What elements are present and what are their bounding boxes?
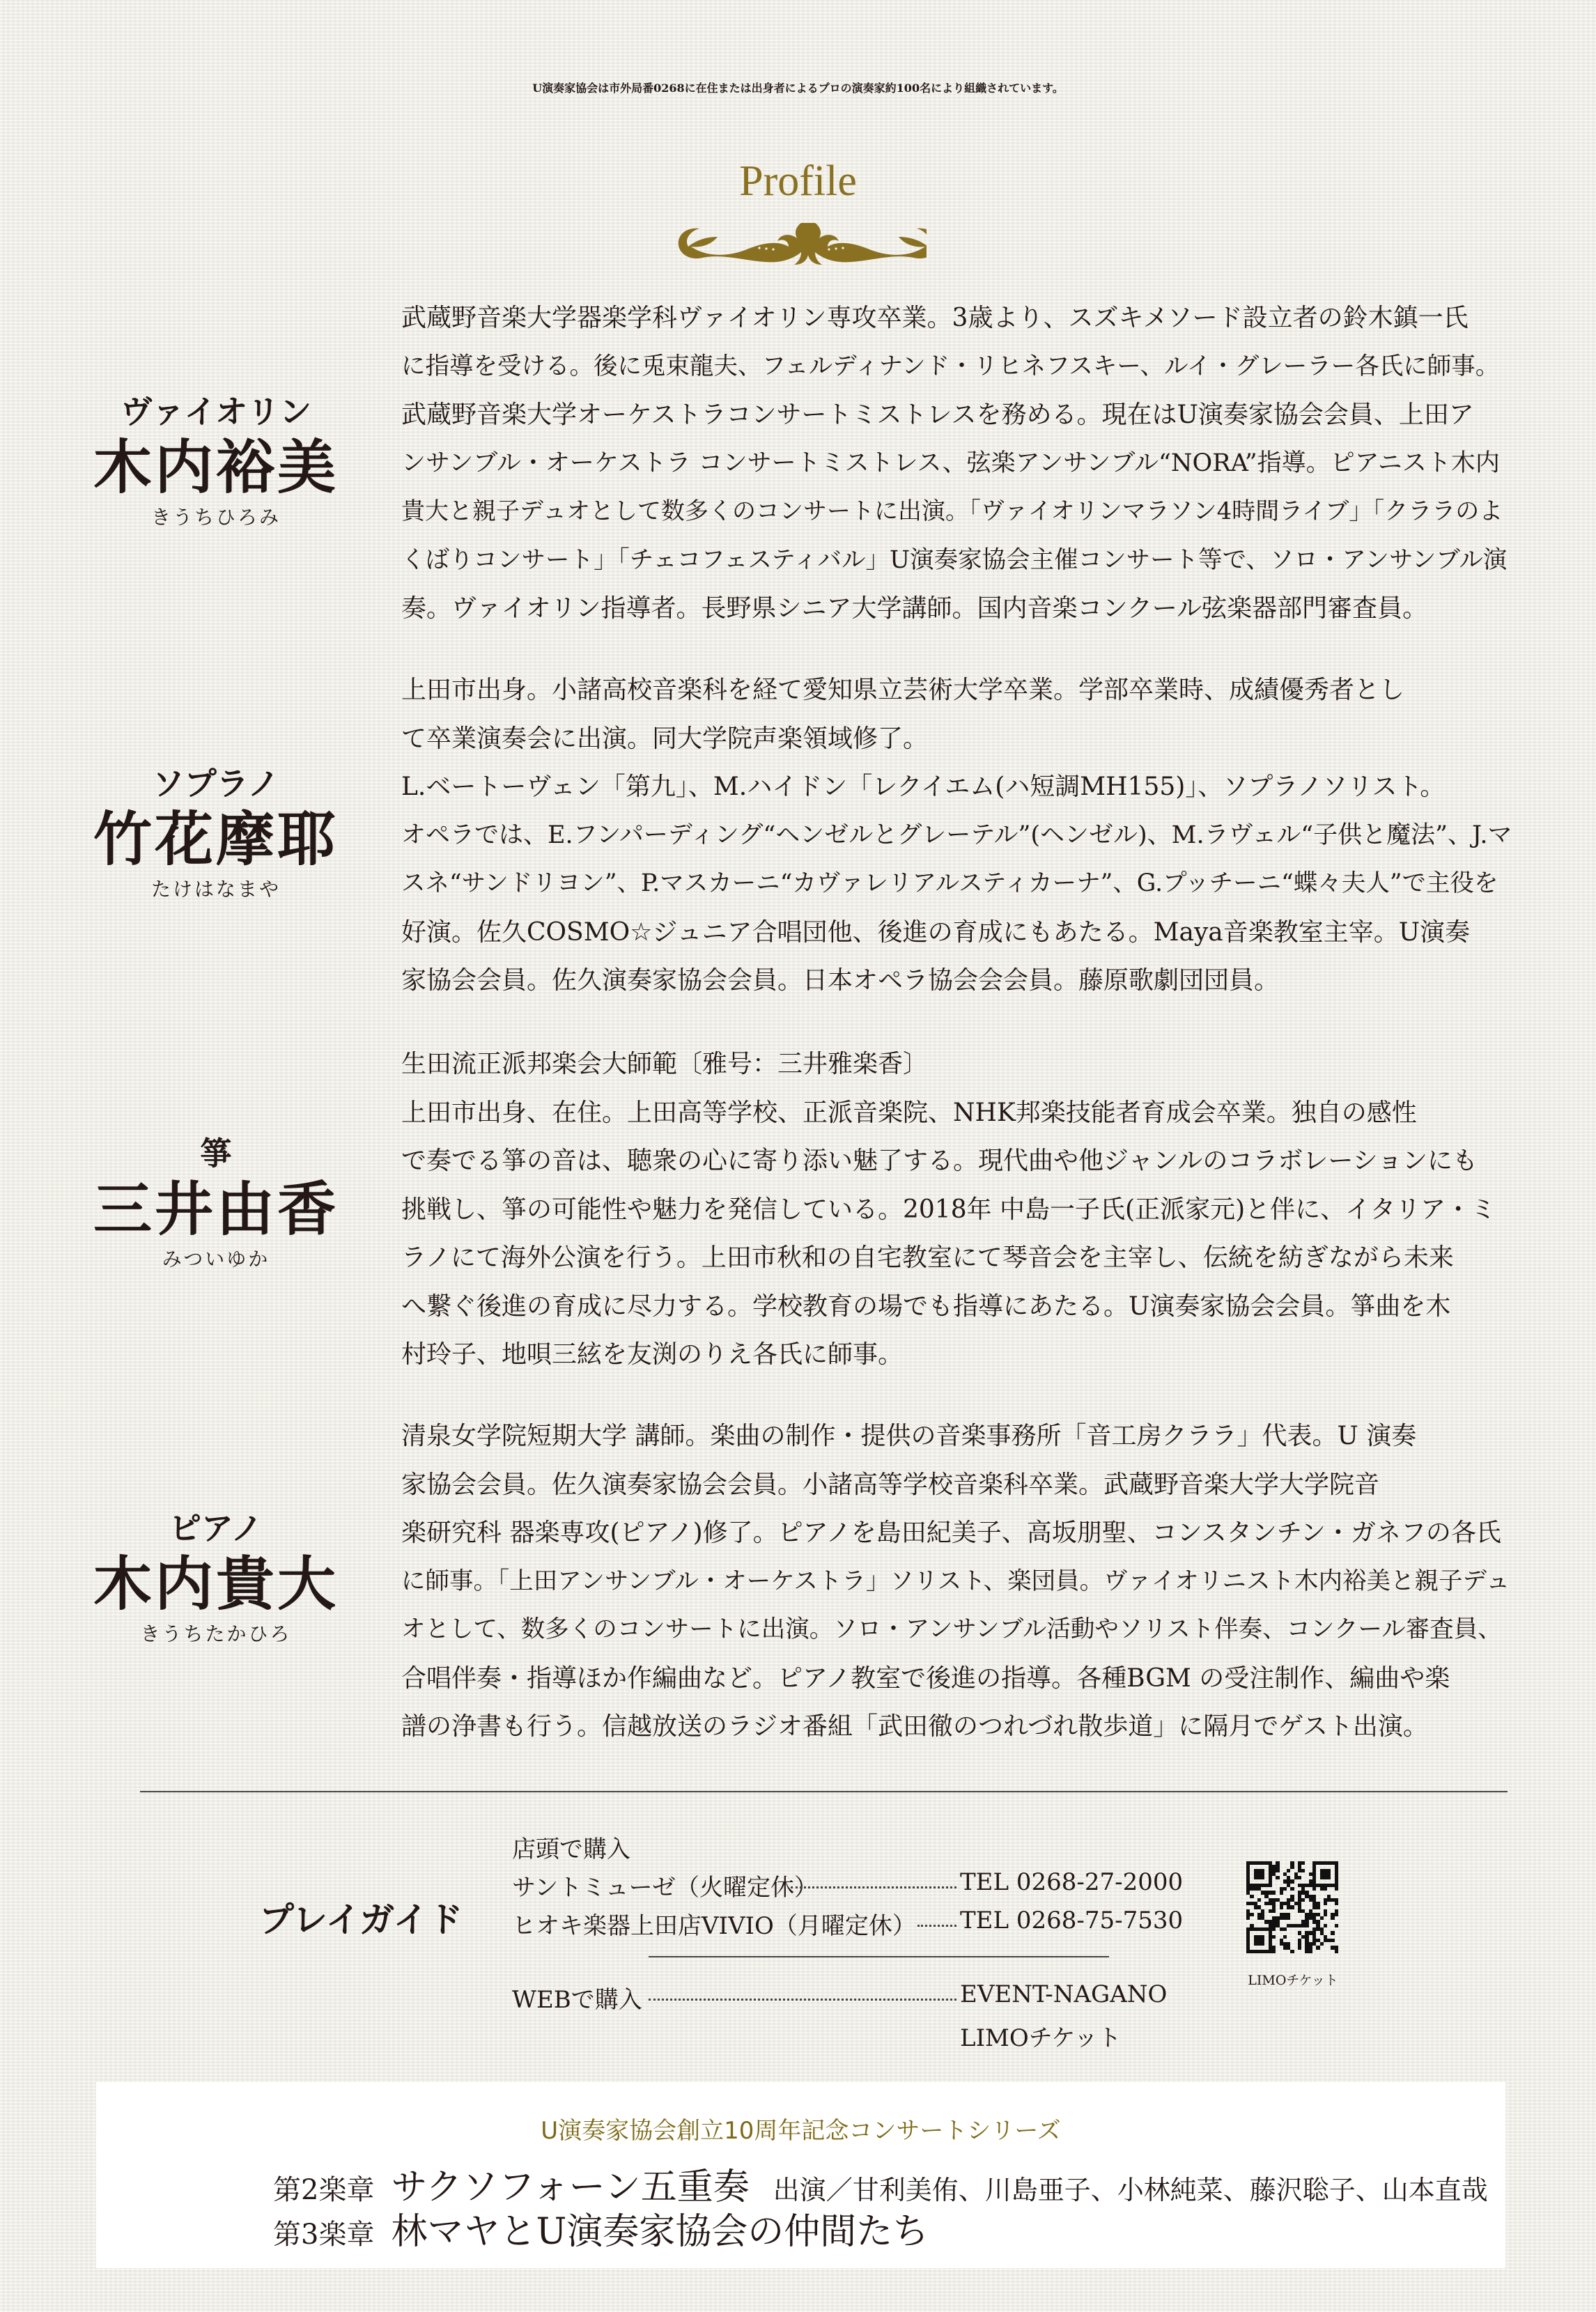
performer-biography [401,1040,1512,1379]
leader-dots [791,1886,956,1888]
biography-line: に師事。「上田アンサンブル・オーケストラ」ソリスト、楽団員。ヴァイオリニスト木内裕美と親子デュ [401,1567,1510,1595]
performer-name-block [77,387,355,530]
store-name: サントミューゼ（火曜定休） [512,1874,818,1902]
qr-code[interactable] [1246,1861,1338,1953]
biography-line: 奏。ヴァイオリン指導者。長野県シニア大学講師。国内音楽コンクール弦楽器部門審査員。 [401,594,1428,623]
biography-line: 合唱伴奏・指導ほか作編曲など。ピアノ教室で後進の指導。各種BGM の受注制作、編曲や楽 [401,1663,1450,1693]
web-site: LIMOチケット [960,2024,1122,2052]
biography-line: へ繋ぐ後進の育成に尽力する。学校教育の場でも指導にあたる。U演奏家協会会員。箏曲を木 [401,1291,1451,1321]
biography-line: に指導を受ける。後に兎束龍夫、フェルディナンド・リヒネフスキー、ルイ・グレーラー各氏に師事。 [401,352,1500,380]
biography-line: 家協会会員。佐久演奏家協会会員。日本オペラ協会会会員。藤原歌劇団団員。 [401,966,1280,995]
performer-role: ヴァイオリン [120,393,312,430]
biography-line: 楽研究科 器楽専攻(ピアノ)修了。ピアノを島田紀美子、高坂朋聖、コンスタンチン・ガネフの各氏 [401,1519,1501,1547]
leader-dots [917,1925,956,1927]
biography-line: くばりコンサート」「チェコフェスティバル」U演奏家協会主催コンサート等で、ソロ・アンサンブル演 [401,545,1508,574]
movement-title: サクソフォーン五重奏 [391,2166,750,2208]
performer-name: 竹花摩耶 [93,805,339,874]
movement-title: 林マヤとU演奏家協会の仲間たち [391,2211,929,2253]
series-title: U演奏家協会創立10周年記念コンサートシリーズ [541,2117,1061,2145]
biography-line: オとして、数多くのコンサートに出演。ソロ・アンサンブル活動やソリスト伴奏、コンクール審査員、 [401,1615,1502,1643]
biography-line: 村玲子、地唄三絃を友渕のりえ各氏に師事。 [401,1340,904,1369]
store-tel: TEL 0268-27-2000 [960,1868,1184,1896]
store-row [512,1868,1250,1902]
biography-line: て卒業演奏会に出演。同大学院声楽領域修了。 [401,724,929,753]
biography-line: スネ“サンドリヨン”、P.マスカーニ“カヴァレリアルスティカーナ”、G.プッチーニ“蝶々夫人”で主役を [401,869,1498,897]
performer-name-block [77,1128,355,1272]
store-tel: TEL 0268-75-7530 [960,1907,1184,1934]
biography-line: 武蔵野音楽大学オーケストラコンサートミストレスを務める。現在はU演奏家協会会員、上田ア [401,401,1474,429]
biography-line: 上田市出身。小諸高校音楽科を経て愛知県立芸術大学卒業。学部卒業時、成績優秀者とし [401,676,1405,704]
biography-line: L.ベートーヴェン「第九」、M.ハイドン「レクイエム(ハ短調MH155)」、ソプラノソリスト。 [401,773,1446,801]
biography-line: 家協会会員。佐久演奏家協会会員。小諸高等学校音楽科卒業。武蔵野音楽大学大学院音 [401,1470,1380,1499]
performer-biography [401,1412,1512,1751]
biography-line: 武蔵野音楽大学器楽学科ヴァイオリン専攻卒業。3歳より、スズキメソード設立者の鈴木鎮一氏 [401,304,1469,332]
biography-line: 上田市出身、在住。上田高等学校、正派音楽院、NHK邦楽技能者育成会卒業。独自の感性 [401,1098,1417,1127]
movement-performers: 出演／甘利美侑、川島亜子、小林純菜、藤沢聡子、山本直哉 [773,2175,1488,2205]
biography-line: 好演。佐久COSMO☆ジュニア合唱団他、後進の育成にもあたる。Maya音楽教室主宰。U演奏 [401,917,1471,947]
biography-line: 貴大と親子デュオとして数多くのコンサートに出演。「ヴァイオリンマラソン4時間ライブ」「クララのよ [401,497,1503,525]
headline: U演奏家協会は市外局番0268に在住または出身者によるプロの演奏家約100名により組織されています。 [532,82,1064,95]
qr-module [1335,1950,1338,1953]
biography-line: オペラでは、E.フンパーディング“ヘンゼルとグレーテル”(ヘンゼル)、M.ラヴェル“子供と魔法”、J.マ [401,821,1512,849]
biography-line: で奏でる箏の音は、聴衆の心に寄り添い魅了する。現代曲や他ジャンルのコラボレーションにも [401,1147,1478,1175]
performer-biography [401,666,1512,1005]
profile-title: Profile [739,157,857,205]
ornament-flourish-icon [676,217,927,266]
biography-line: 清泉女学院短期大学 講師。楽曲の制作・提供の音楽事務所「音工房クララ」代表。U 演奏 [401,1422,1417,1450]
performer-reading: きうちひろみ [150,506,281,529]
web-site: EVENT-NAGANO [960,1980,1168,2008]
store-row [512,1907,1250,1940]
movement-number: 第3楽章 [273,2219,375,2251]
performer-role: ソプラノ [152,765,280,802]
biography-line: 生田流正派邦楽会大師範〔雅号：三井雅楽香〕 [401,1050,929,1078]
performer-biography [401,294,1512,633]
leader-dots [649,1999,956,2001]
performer-reading: みついゆか [162,1248,270,1271]
store-name: ヒオキ楽器上田店VIVIO（月曜定休） [512,1912,916,1940]
web-purchase-label: WEBで購入 [512,1986,642,2014]
performer-role: 箏 [200,1135,232,1172]
section-divider [140,1791,1508,1792]
movement-number: 第2楽章 [273,2174,375,2206]
performer-name: 三井由香 [93,1174,339,1243]
performer-name: 木内裕美 [93,433,339,502]
biography-line: ラノにて海外公演を行う。上田市秋和の自宅教室にて琴音会を主宰し、伝統を紡ぎながら未来 [401,1243,1454,1272]
play-guide-label: プレイガイド [259,1899,463,1940]
biography-line: 挑戦し、箏の可能性や魅力を発信している。2018年 中島一子氏(正派家元)と伴に、イタリア・ミ [401,1195,1496,1224]
performer-name: 木内貴大 [93,1549,339,1618]
purchase-divider [649,1956,1109,1957]
performer-name-block [77,759,355,902]
web-purchase-row [512,1980,1250,2014]
store-purchase-heading: 店頭で購入 [512,1836,630,1863]
movement-row [273,2202,952,2254]
performer-name-block [77,1503,355,1647]
qr-caption: LIMOチケット [1248,1973,1338,1988]
performer-reading: たけはなまや [150,878,281,901]
performer-reading: きうちたかひろ [140,1622,292,1645]
concert-series-box [96,2082,1505,2268]
biography-line: 譜の浄書も行う。信越放送のラジオ番組「武田徹のつれづれ散歩道」に隔月でゲスト出演。 [401,1712,1428,1741]
biography-line: ンサンブル・オーケストラ コンサートミストレス、弦楽アンサンブル“NORA”指導。ピアニスト木内 [401,449,1500,477]
performer-role: ピアノ [169,1510,263,1547]
